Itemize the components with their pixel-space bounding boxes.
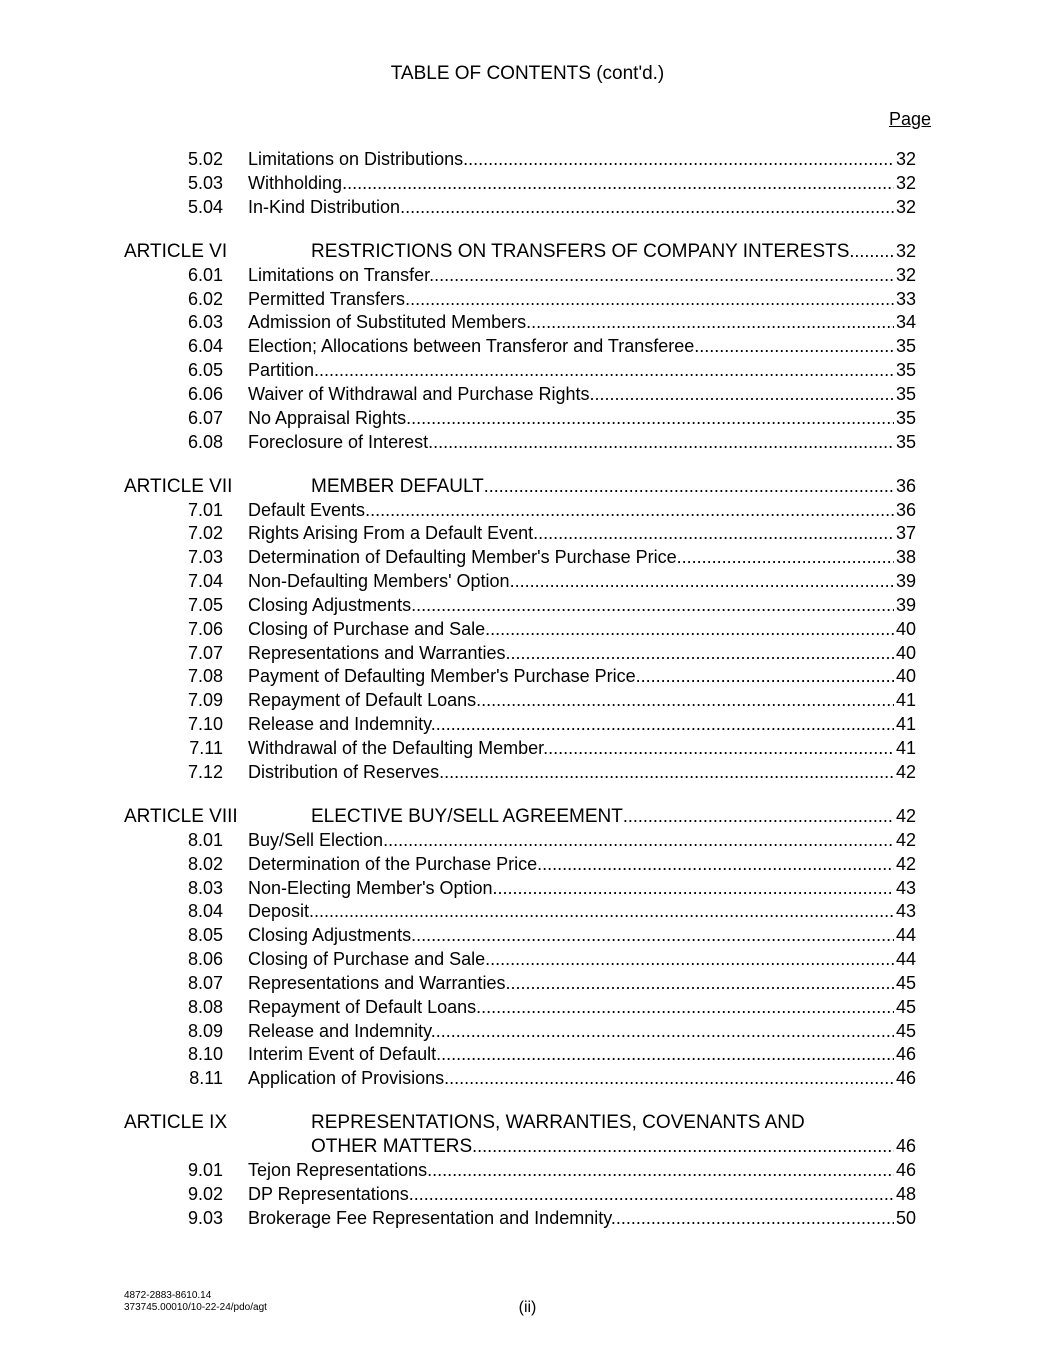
toc-article-row-continued[interactable] [0, 1135, 1055, 1159]
section-title-leader [248, 407, 894, 431]
section-title: DP Representations [248, 1183, 409, 1204]
section-number: 7.11 [189, 738, 223, 758]
article-page-number: 46 [896, 1136, 917, 1157]
section-page-number: 35 [896, 383, 917, 404]
section-number: 5.02 [187, 149, 223, 169]
section-title: Permitted Transfers [248, 288, 406, 309]
section-page-number: 48 [896, 1183, 917, 1204]
section-title-leader [248, 1159, 894, 1183]
section-title-leader [248, 972, 894, 996]
section-number: 6.03 [187, 312, 223, 333]
section-page-number: 41 [896, 714, 917, 735]
section-title: Payment of Defaulting Member's Purchase Price [248, 666, 636, 687]
section-number: 6.04 [187, 336, 223, 357]
page-column-label: Page [888, 109, 931, 129]
section-page-number: 39 [896, 571, 917, 592]
section-page-number: 32 [896, 196, 917, 217]
section-page-number: 43 [896, 901, 917, 922]
section-title-leader [248, 853, 894, 877]
section-number: 8.10 [187, 1044, 223, 1065]
table-of-contents [0, 148, 1055, 1231]
section-number: 7.06 [187, 618, 223, 639]
section-title-leader [248, 948, 894, 972]
section-title: Tejon Representations [248, 1160, 428, 1181]
section-page-number: 42 [896, 853, 917, 874]
section-page-number: 35 [896, 360, 917, 381]
section-title: Closing Adjustments [248, 594, 412, 615]
section-number: 5.04 [187, 196, 223, 217]
article-title-leader [311, 240, 894, 264]
section-title: Withdrawal of the Defaulting Member [248, 738, 544, 758]
page-number: (ii) [518, 1299, 537, 1316]
section-title-leader [248, 642, 894, 666]
section-title-leader [248, 359, 894, 383]
article-title-leader [311, 1135, 894, 1159]
toc-section-row[interactable] [0, 713, 1055, 737]
section-number: 8.02 [187, 853, 223, 874]
section-title: Repayment of Default Loans [248, 996, 477, 1017]
section-number: 8.05 [187, 925, 223, 946]
toc-section-row[interactable] [0, 972, 1055, 996]
section-page-number: 35 [896, 431, 917, 452]
page-title: TABLE OF CONTENTS (cont'd.) [390, 63, 665, 84]
toc-section-row[interactable] [0, 522, 1055, 546]
section-page-number: 40 [896, 618, 917, 639]
toc-section-row[interactable] [0, 407, 1055, 431]
section-title: Limitations on Transfer [248, 264, 430, 285]
section-number: 7.08 [187, 666, 223, 687]
toc-section-row[interactable] [0, 829, 1055, 853]
section-page-number: 43 [896, 877, 917, 898]
toc-section-row[interactable] [0, 1067, 1055, 1091]
section-title: Closing of Purchase and Sale [248, 949, 486, 970]
section-page-number: 39 [896, 594, 917, 615]
section-title: Default Events [248, 499, 366, 520]
section-page-number: 37 [896, 523, 917, 544]
toc-article-row[interactable] [0, 475, 1055, 499]
section-title-leader [248, 288, 894, 312]
toc-section-row[interactable] [0, 761, 1055, 785]
section-title: Brokerage Fee Representation and Indemnity [248, 1207, 611, 1228]
section-title: Waiver of Withdrawal and Purchase Rights [248, 383, 590, 404]
toc-section-row[interactable] [0, 665, 1055, 689]
section-page-number: 40 [896, 666, 917, 687]
toc-section-row[interactable] [0, 996, 1055, 1020]
section-page-number: 50 [896, 1207, 917, 1228]
toc-section-row[interactable] [0, 383, 1055, 407]
toc-section-row[interactable] [0, 335, 1055, 359]
section-title: Representations and Warranties [248, 642, 506, 663]
toc-section-row[interactable] [0, 570, 1055, 594]
section-page-number: 35 [896, 407, 917, 428]
section-title: Withholding [248, 172, 343, 193]
section-title-leader [248, 570, 894, 594]
toc-section-row[interactable] [0, 1183, 1055, 1207]
section-number: 8.06 [187, 949, 223, 970]
section-number: 7.03 [187, 547, 223, 568]
section-page-number: 33 [896, 288, 917, 309]
section-title-leader [248, 172, 894, 196]
article-title: ELECTIVE BUY/SELL AGREEMENT [311, 805, 623, 827]
article-title: RESTRICTIONS ON TRANSFERS OF COMPANY INTERESTS [311, 240, 850, 262]
section-title: Application of Provisions [248, 1068, 445, 1089]
section-page-number: 32 [896, 172, 917, 193]
section-title: Election; Allocations between Transferor and Transferee [248, 336, 695, 357]
section-title-leader [248, 148, 894, 172]
section-title-leader [248, 431, 894, 455]
section-number: 7.09 [187, 690, 223, 711]
section-title: Release and Indemnity [248, 1020, 431, 1041]
document-id-line-2: 373745.00010/10-22-24/pdo/agt [124, 1302, 267, 1313]
article-label: ARTICLE VI [124, 240, 228, 262]
section-title-leader [248, 335, 894, 359]
section-number: 8.07 [187, 972, 223, 993]
section-title: Buy/Sell Election [248, 829, 384, 850]
section-page-number: 32 [896, 264, 917, 285]
section-number: 8.09 [187, 1020, 223, 1041]
section-title-leader [248, 924, 894, 948]
toc-section-row[interactable] [0, 924, 1055, 948]
toc-section-row[interactable] [0, 196, 1055, 220]
section-number: 8.11 [189, 1068, 223, 1089]
toc-section-row[interactable] [0, 1159, 1055, 1183]
section-page-number: 36 [896, 499, 917, 520]
section-page-number: 41 [896, 690, 917, 711]
section-title-leader [248, 1020, 894, 1044]
section-number: 7.10 [187, 714, 223, 735]
section-page-number: 34 [896, 312, 917, 333]
section-title: No Appraisal Rights [248, 407, 407, 428]
section-page-number: 35 [896, 336, 917, 357]
article-title: MEMBER DEFAULT [311, 475, 484, 497]
section-page-number: 41 [896, 738, 917, 758]
toc-article-row[interactable] [0, 1111, 1055, 1135]
section-title-leader [248, 689, 894, 713]
article-label: ARTICLE IX [124, 1112, 228, 1134]
section-title-leader [248, 264, 894, 288]
section-number: 6.07 [187, 407, 223, 428]
section-page-number: 46 [896, 1160, 917, 1181]
section-number: 7.01 [187, 499, 223, 520]
section-title: Representations and Warranties [248, 972, 506, 993]
section-title-leader [248, 877, 894, 901]
section-title: Limitations on Distributions [248, 149, 464, 169]
section-title: Partition [248, 360, 315, 381]
toc-section-row[interactable] [0, 148, 1055, 172]
toc-section-row[interactable] [0, 689, 1055, 713]
section-title: Deposit [248, 901, 310, 922]
article-title-leader [311, 805, 894, 829]
toc-section-row[interactable] [0, 499, 1055, 523]
section-title: Closing of Purchase and Sale [248, 618, 486, 639]
section-number: 6.08 [187, 431, 223, 452]
section-title-leader [248, 737, 894, 761]
section-title-leader [248, 594, 894, 618]
toc-section-row[interactable] [0, 311, 1055, 335]
section-number: 7.05 [187, 594, 223, 615]
section-title-leader [248, 522, 894, 546]
section-page-number: 42 [896, 829, 917, 850]
section-title: Release and Indemnity [248, 714, 431, 735]
section-title: Admission of Substituted Members [248, 312, 527, 333]
article-title-line-2: OTHER MATTERS [311, 1136, 473, 1158]
section-page-number: 38 [896, 547, 917, 568]
section-number: 7.12 [187, 761, 223, 782]
section-title-leader [248, 1067, 894, 1091]
section-title-leader [248, 761, 894, 785]
section-number: 9.02 [187, 1183, 223, 1204]
section-title: Repayment of Default Loans [248, 690, 477, 711]
toc-section-row[interactable] [0, 642, 1055, 666]
section-title-leader [248, 546, 894, 570]
section-title: In-Kind Distribution [248, 196, 401, 217]
document-id-line-1: 4872-2883-8610.14 [124, 1290, 212, 1301]
section-title-leader [248, 1043, 894, 1067]
toc-section-row[interactable] [0, 948, 1055, 972]
article-page-number: 42 [896, 805, 917, 826]
section-title-leader [248, 311, 894, 335]
section-number: 6.01 [187, 264, 223, 285]
section-title-leader [248, 1183, 894, 1207]
section-title: Non-Defaulting Members' Option [248, 571, 510, 592]
section-number: 9.01 [187, 1160, 223, 1181]
toc-section-row[interactable] [0, 264, 1055, 288]
section-page-number: 42 [896, 761, 917, 782]
article-title-leader [311, 475, 894, 499]
section-title: Interim Event of Default [248, 1044, 437, 1065]
section-number: 6.06 [187, 383, 223, 404]
article-title-line-1: REPRESENTATIONS, WARRANTIES, COVENANTS AND [311, 1112, 805, 1134]
section-title-leader [248, 1207, 894, 1231]
section-number: 8.03 [187, 877, 223, 898]
section-number: 7.07 [187, 642, 223, 663]
section-page-number: 46 [896, 1068, 917, 1089]
toc-section-row[interactable] [0, 594, 1055, 618]
section-title: Foreclosure of Interest [248, 431, 429, 452]
section-number: 6.05 [187, 360, 223, 381]
toc-article-row[interactable] [0, 240, 1055, 264]
toc-section-row[interactable] [0, 737, 1055, 761]
section-number: 9.03 [187, 1207, 223, 1228]
article-label: ARTICLE VII [124, 475, 233, 497]
article-page-number: 36 [896, 475, 917, 496]
section-page-number: 40 [896, 642, 917, 663]
section-title-leader [248, 900, 894, 924]
toc-section-row[interactable] [0, 1020, 1055, 1044]
section-page-number: 45 [896, 996, 917, 1017]
toc-section-row[interactable] [0, 431, 1055, 455]
toc-section-row[interactable] [0, 618, 1055, 642]
toc-article-row[interactable] [0, 805, 1055, 829]
section-title-leader [248, 829, 894, 853]
toc-section-row[interactable] [0, 853, 1055, 877]
section-number: 8.01 [187, 829, 223, 850]
section-page-number: 32 [896, 149, 917, 169]
section-page-number: 44 [896, 925, 917, 946]
article-page-number: 32 [896, 240, 917, 261]
section-title-leader [248, 996, 894, 1020]
section-number: 8.08 [187, 996, 223, 1017]
section-page-number: 46 [896, 1044, 917, 1065]
section-number: 5.03 [187, 172, 223, 193]
toc-section-row[interactable] [0, 1043, 1055, 1067]
toc-section-row[interactable] [0, 359, 1055, 383]
toc-section-row[interactable] [0, 172, 1055, 196]
toc-section-row[interactable] [0, 900, 1055, 924]
section-title-leader [248, 383, 894, 407]
toc-section-row[interactable] [0, 877, 1055, 901]
toc-section-row[interactable] [0, 288, 1055, 312]
section-number: 8.04 [187, 901, 223, 922]
section-title-leader [248, 713, 894, 737]
section-number: 7.04 [187, 571, 223, 592]
section-title-leader [248, 618, 894, 642]
section-page-number: 45 [896, 1020, 917, 1041]
article-label: ARTICLE VIII [124, 805, 238, 827]
section-title-leader [248, 499, 894, 523]
section-title: Rights Arising From a Default Event [248, 523, 534, 544]
section-title-leader [248, 196, 894, 220]
section-title: Closing Adjustments [248, 925, 412, 946]
section-title: Non-Electing Member's Option [248, 877, 493, 898]
section-title-leader [248, 665, 894, 689]
toc-section-row[interactable] [0, 546, 1055, 570]
section-page-number: 44 [896, 949, 917, 970]
section-number: 6.02 [187, 288, 223, 309]
section-number: 7.02 [187, 523, 223, 544]
section-title: Determination of Defaulting Member's Purchase Price [248, 547, 677, 568]
section-title: Distribution of Reserves [248, 761, 440, 782]
section-title: Determination of the Purchase Price [248, 853, 538, 874]
toc-section-row[interactable] [0, 1207, 1055, 1231]
section-page-number: 45 [896, 972, 917, 993]
